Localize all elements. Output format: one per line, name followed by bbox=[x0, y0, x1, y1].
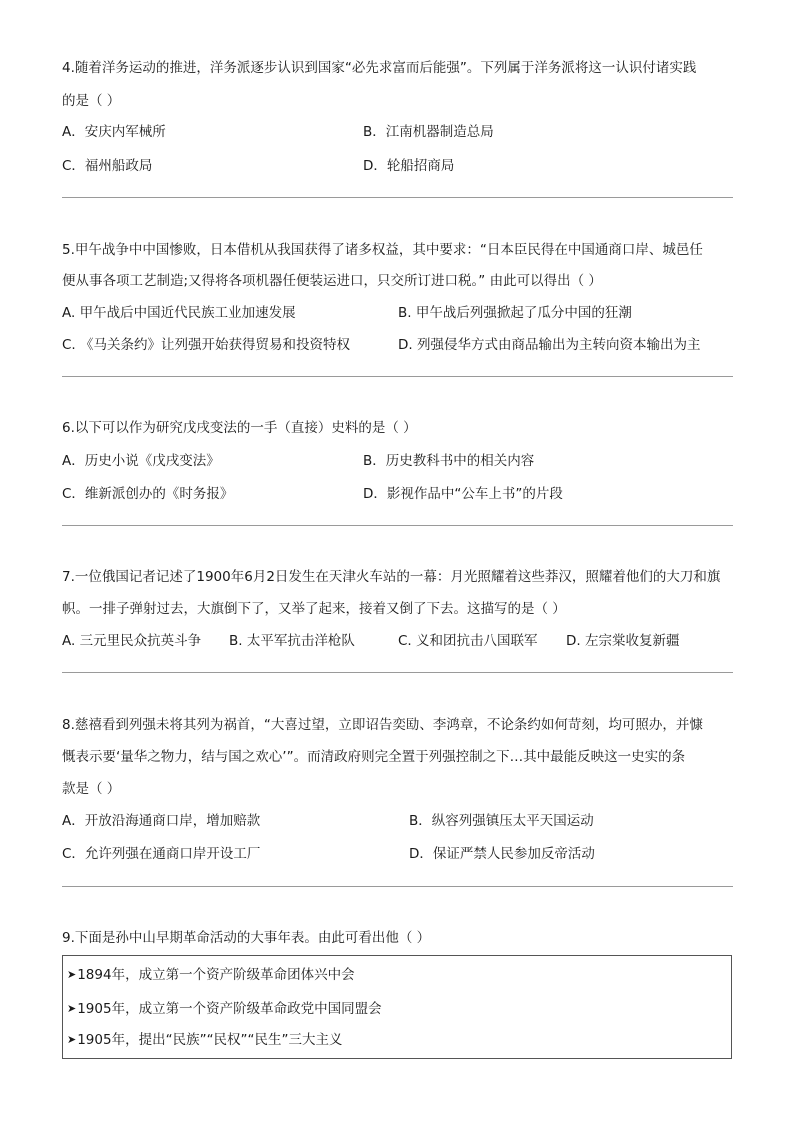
chronology-event-2 bbox=[67, 1000, 382, 1018]
q5-stem-line-2: 便从事各项工艺制造;又得将各项机器任便装运进口，只交所订进口税。” 由此可以得出（ ） bbox=[62, 273, 602, 289]
q6-option-d[interactable]: D．影视作品中“公车上书”的片段 bbox=[363, 486, 563, 502]
q7-stem-line-1: 7.一位俄国记者记述了1900年6月2日发生在天津火车站的一幕：月光照耀着这些莽汉，照耀着他们的大刀和旗 bbox=[62, 569, 721, 585]
q8-stem-line-3: 款是（ ） bbox=[62, 781, 121, 797]
q5-option-b[interactable]: B. 甲午战后列强掀起了瓜分中国的狂潮 bbox=[398, 305, 632, 321]
question-divider bbox=[62, 197, 733, 198]
q4-option-a[interactable]: A．安庆内军械所 bbox=[62, 124, 166, 140]
q7-option-c[interactable]: C. 义和团抗击八国联军 bbox=[398, 633, 538, 649]
arrowhead-bullet-icon: ➤ bbox=[67, 1002, 77, 1015]
event-text: 1905年，提出“民族”“民权”“民生”三大主义 bbox=[77, 1032, 343, 1048]
chronology-event-3 bbox=[67, 1031, 343, 1049]
q4-option-c[interactable]: C．福州船政局 bbox=[62, 158, 153, 174]
q5-stem-line-1: 5.甲午战争中中国惨败，日本借机从我国获得了诸多权益，其中要求：“日本臣民得在中国通商口岸、城邑任 bbox=[62, 242, 703, 258]
q4-stem-line-2: 的是（ ） bbox=[62, 93, 121, 109]
q6-option-a[interactable]: A．历史小说《戊戌变法》 bbox=[62, 453, 220, 469]
arrowhead-bullet-icon: ➤ bbox=[67, 1033, 77, 1046]
question-divider bbox=[62, 886, 733, 887]
chronology-table bbox=[62, 955, 732, 1059]
q7-option-d[interactable]: D. 左宗棠收复新疆 bbox=[566, 633, 680, 649]
q5-option-d[interactable]: D. 列强侵华方式由商品输出为主转向资本输出为主 bbox=[398, 337, 701, 353]
arrowhead-bullet-icon: ➤ bbox=[67, 968, 77, 981]
event-text: 1894年，成立第一个资产阶级革命团体兴中会 bbox=[77, 967, 355, 983]
q7-option-b[interactable]: B. 太平军抗击洋枪队 bbox=[229, 633, 355, 649]
q6-option-c[interactable]: C．维新派创办的《时务报》 bbox=[62, 486, 234, 502]
q6-stem-line-1: 6.以下可以作为研究戊戌变法的一手（直接）史料的是（ ） bbox=[62, 420, 417, 436]
question-divider bbox=[62, 376, 733, 377]
q8-option-c[interactable]: C．允许列强在通商口岸开设工厂 bbox=[62, 846, 261, 862]
event-text: 1905年，成立第一个资产阶级革命政党中国同盟会 bbox=[77, 1001, 382, 1017]
q7-stem-line-2: 帜。一排子弹射过去，大旗倒下了，又举了起来，接着又倒了下去。这描写的是（ ） bbox=[62, 601, 566, 617]
q8-stem-line-1: 8.慈禧看到列强未将其列为祸首，“大喜过望，立即诏告奕劻、李鸿章，不论条约如何苛刻，均可照办，并慷 bbox=[62, 717, 703, 733]
q4-stem-line-1: 4.随着洋务运动的推进，洋务派逐步认识到国家“必先求富而后能强”。下列属于洋务派将这一认识付诸实践 bbox=[62, 60, 697, 76]
q7-option-a[interactable]: A. 三元里民众抗英斗争 bbox=[62, 633, 202, 649]
q9-stem-line-1: 9.下面是孙中山早期革命活动的大事年表。由此可看出他（ ） bbox=[62, 930, 431, 946]
q5-option-a[interactable]: A. 甲午战后中国近代民族工业加速发展 bbox=[62, 305, 296, 321]
question-divider bbox=[62, 672, 733, 673]
q4-option-b[interactable]: B．江南机器制造总局 bbox=[363, 124, 494, 140]
q8-stem-line-2: 慨表示要‘量华之物力，结与国之欢心’”。而清政府则完全置于列强控制之下…其中最能反映这一史实的条 bbox=[62, 749, 686, 765]
q4-option-d[interactable]: D．轮船招商局 bbox=[363, 158, 455, 174]
question-divider bbox=[62, 525, 733, 526]
q8-option-b[interactable]: B．纵容列强镇压太平天国运动 bbox=[409, 813, 594, 829]
chronology-event-1 bbox=[67, 966, 355, 984]
q8-option-a[interactable]: A．开放沿海通商口岸，增加赔款 bbox=[62, 813, 261, 829]
q5-option-c[interactable]: C. 《马关条约》让列强开始获得贸易和投资特权 bbox=[62, 337, 351, 353]
q8-option-d[interactable]: D．保证严禁人民参加反帝活动 bbox=[409, 846, 595, 862]
q6-option-b[interactable]: B．历史教科书中的相关内容 bbox=[363, 453, 535, 469]
